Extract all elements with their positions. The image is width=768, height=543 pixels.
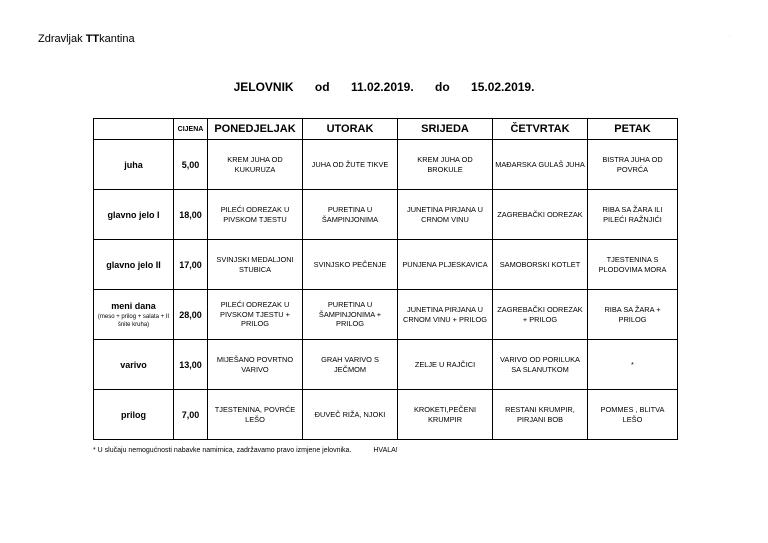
dish-cell: JUNETINA PIRJANA U CRNOM VINU + PRILOG: [398, 290, 493, 340]
category-cell: [94, 140, 174, 190]
dish-cell: KREM JUHA OD KUKURUZA: [208, 140, 303, 190]
day-header: ČETVRTAK: [493, 119, 588, 140]
dish-cell: PURETINA U ŠAMPINJONIMA + PRILOG: [303, 290, 398, 340]
dish-cell: MIJEŠANO POVRTNO VARIVO: [208, 340, 303, 390]
dish-cell: RIBA SA ŽARA ILI PILEĆI RAŽNJIĆI: [588, 190, 678, 240]
menu-row: [94, 140, 678, 190]
dish-cell: GRAH VARIVO S JEČMOM: [303, 340, 398, 390]
menu-row: [94, 390, 678, 440]
dish-cell: PUNJENA PLJESKAVICA: [398, 240, 493, 290]
dish-cell: TJESTENINA, POVRĆE LEŠO: [208, 390, 303, 440]
category-label: glavno jelo I: [107, 209, 160, 220]
menu-table: [93, 118, 678, 440]
dish-cell: SAMOBORSKI KOTLET: [493, 240, 588, 290]
header-blank-cell: [94, 119, 174, 140]
footer-note: [93, 447, 398, 454]
price-cell: 5,00: [174, 140, 208, 190]
dish-cell: POMMES , BLITVA LEŠO: [588, 390, 678, 440]
dish-cell: TJESTENINA S PLODOVIMA MORA: [588, 240, 678, 290]
dish-cell: ZAGREBAČKI ODREZAK: [493, 190, 588, 240]
dish-cell: *: [588, 340, 678, 390]
footer-note-text: * U slučaju nemogućnosti nabavke namirnica, zadržavamo pravo izmjene jelovnika.: [93, 447, 352, 454]
dish-cell: MAĐARSKA GULAŠ JUHA: [493, 140, 588, 190]
menu-row: [94, 240, 678, 290]
dish-cell: BISTRA JUHA OD POVRĆA: [588, 140, 678, 190]
category-cell: [94, 240, 174, 290]
day-header: SRIJEDA: [398, 119, 493, 140]
company-suffix: kantina: [99, 33, 135, 45]
day-header: PETAK: [588, 119, 678, 140]
price-header: CIJENA: [174, 119, 208, 140]
dish-cell: SVINJSKI MEDALJONI STUBICA: [208, 240, 303, 290]
category-label: meni dana: [111, 300, 156, 311]
category-cell: [94, 190, 174, 240]
title-do: do: [435, 80, 450, 94]
menu-title: [0, 80, 768, 94]
title-od: od: [314, 80, 330, 94]
price-cell: 7,00: [174, 390, 208, 440]
dish-cell: KROKETI,PEČENI KRUMPIR: [398, 390, 493, 440]
header-row: [94, 119, 678, 140]
category-label: varivo: [120, 359, 147, 370]
dish-cell: ĐUVEČ RIŽA, NJOKI: [303, 390, 398, 440]
price-cell: 18,00: [174, 190, 208, 240]
price-cell: 13,00: [174, 340, 208, 390]
category-cell: [94, 390, 174, 440]
dish-cell: PILEĆI ODREZAK U PIVSKOM TJESTU + PRILOG: [208, 290, 303, 340]
dish-cell: VARIVO OD PORILUKA SA SLANUTKOM: [493, 340, 588, 390]
day-header: PONEDJELJAK: [208, 119, 303, 140]
company-tt: TT: [85, 33, 100, 45]
footer-thanks: HVALA!: [373, 447, 398, 454]
title-date-from: 11.02.2019.: [350, 80, 414, 94]
dish-cell: PURETINA U ŠAMPINJONIMA: [303, 190, 398, 240]
category-label: glavno jelo II: [106, 259, 161, 270]
menu-row: [94, 340, 678, 390]
title-label: JELOVNIK: [233, 80, 294, 94]
menu-row: [94, 290, 678, 340]
category-label: juha: [124, 159, 143, 170]
category-cell: [94, 340, 174, 390]
company-name: [38, 33, 135, 45]
dish-cell: JUHA OD ŽUTE TIKVE: [303, 140, 398, 190]
dish-cell: ZAGREBAČKI ODREZAK + PRILOG: [493, 290, 588, 340]
price-cell: 17,00: [174, 240, 208, 290]
company-prefix: Zdravljak: [38, 33, 86, 45]
price-cell: 28,00: [174, 290, 208, 340]
dish-cell: PILEĆI ODREZAK U PIVSKOM TJESTU: [208, 190, 303, 240]
corner-mark: .: [729, 32, 731, 38]
dish-cell: KREM JUHA OD BROKULE: [398, 140, 493, 190]
dish-cell: SVINJSKO PEČENJE: [303, 240, 398, 290]
day-header: UTORAK: [303, 119, 398, 140]
dish-cell: ZELJE U RAJČICI: [398, 340, 493, 390]
title-date-to: 15.02.2019.: [471, 80, 535, 94]
dish-cell: JUNETINA PIRJANA U CRNOM VINU: [398, 190, 493, 240]
dish-cell: RESTANI KRUMPIR, PIRJANI BOB: [493, 390, 588, 440]
category-subnote: (meso + prilog + salata + II šnite kruha): [97, 313, 170, 328]
category-cell: [94, 290, 174, 340]
menu-row: [94, 190, 678, 240]
dish-cell: RIBA SA ŽARA + PRILOG: [588, 290, 678, 340]
category-label: prilog: [121, 409, 146, 420]
